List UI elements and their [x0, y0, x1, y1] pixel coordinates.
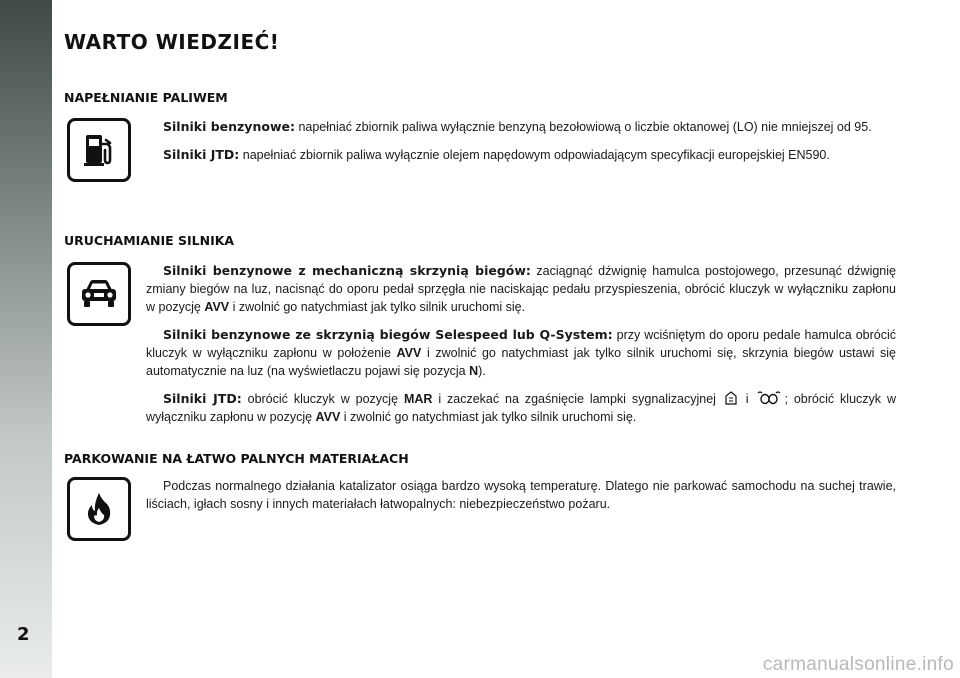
fuel-jtd-text: napełniać zbiornik paliwa wyłącznie olejem napędowym odpowiadającym specyfikacji europejskiej EN590.	[239, 148, 830, 162]
page-number: 2	[17, 624, 30, 645]
flame-icon-box	[67, 477, 131, 541]
ignition-position-avv: AVV	[315, 410, 341, 424]
glow-plug-icon	[756, 391, 782, 405]
gear-position-n: N	[469, 364, 479, 378]
start-jtd-lead: Silniki JTD:	[163, 391, 242, 406]
ignition-position-avv: AVV	[204, 300, 230, 314]
start-selespeed-text: przy wciśniętym do oporu pedale hamulca obrócić kluczyk w wyłączniku zapłonu w położenie	[146, 328, 896, 360]
start-selespeed-tail: ).	[478, 364, 486, 378]
fuel-pump-icon-box	[67, 118, 131, 182]
car-icon-box	[67, 262, 131, 326]
start-manual-tail: i zwolnić go natychmiast jak tylko silnik uruchomi się.	[229, 300, 526, 314]
start-manual-text: zaciągnąć dźwignię hamulca postojowego, przesunąć dźwignię zmiany biegów na luz, nacisnąć do oporu pedał sprzęgła nie naciskając pedału przyspieszenia, obrócić kluczyk w wyłączniku zapłonu w pozycję	[146, 264, 896, 314]
page-title: WARTO WIEDZIEĆ!	[64, 30, 280, 54]
parking-paragraph: Podczas normalnego działania katalizator osiąga bardzo wysoką temperaturę. Dlatego nie parkować samochodu na suchej trawie, liściach, igłach sosny i innych materiałach łatwopalnych: niebezpieczeństwo pożaru.	[146, 479, 896, 511]
fuel-pump-icon	[79, 130, 119, 170]
section-heading-parking: PARKOWANIE NA ŁATWO PALNYCH MATERIAŁACH	[64, 451, 409, 466]
warning-lamp-icon	[724, 391, 738, 405]
side-strip	[0, 0, 52, 678]
ignition-position-mar: MAR	[403, 392, 433, 406]
fuel-petrol-paragraph	[146, 118, 896, 136]
ignition-position-avv: AVV	[396, 346, 422, 360]
start-selespeed-lead: Silniki benzynowe ze skrzynią biegów Selespeed lub Q-System:	[163, 327, 613, 342]
start-jtd-after: ; obrócić kluczyk w wyłączniku zapłonu w pozycję	[146, 392, 896, 424]
start-jtd-and: i	[739, 392, 755, 406]
start-jtd-text: obrócić kluczyk w pozycję	[241, 392, 404, 406]
start-selespeed-mid: i zwolnić go natychmiast jak tylko silnik uruchomi się, skrzynia biegów ustawi się automatycznie na luz (na wyświetlaczu pojawi się pozycja	[146, 346, 896, 378]
fuel-petrol-text: napełniać zbiornik paliwa wyłącznie benzyną bezołowiową o liczbie oktanowej (LO) nie mniejszej od 95.	[294, 120, 872, 134]
start-manual-lead: Silniki benzynowe z mechaniczną skrzynią biegów:	[163, 263, 531, 278]
start-jtd-paragraph	[146, 390, 896, 426]
start-text-block	[146, 262, 896, 426]
start-manual-paragraph	[146, 262, 896, 316]
fuel-text-block	[146, 118, 896, 164]
watermark: carmanualsonline.info	[762, 654, 954, 675]
flame-icon	[79, 489, 119, 529]
fuel-jtd-lead: Silniki JTD:	[163, 147, 240, 162]
section-heading-start: URUCHAMIANIE SILNIKA	[64, 233, 235, 248]
fuel-petrol-lead: Silniki benzynowe:	[163, 119, 295, 134]
fuel-jtd-paragraph	[146, 146, 896, 164]
parking-text-block	[146, 477, 896, 513]
section-heading-fuel: NAPEŁNIANIE PALIWEM	[64, 90, 228, 105]
start-jtd-tail: i zwolnić go natychmiast jak tylko silnik uruchomi się.	[340, 410, 637, 424]
car-front-icon	[77, 274, 121, 314]
start-jtd-mid: i zaczekać na zgaśnięcie lampki sygnalizacyjnej	[432, 392, 722, 406]
start-selespeed-paragraph	[146, 326, 896, 380]
